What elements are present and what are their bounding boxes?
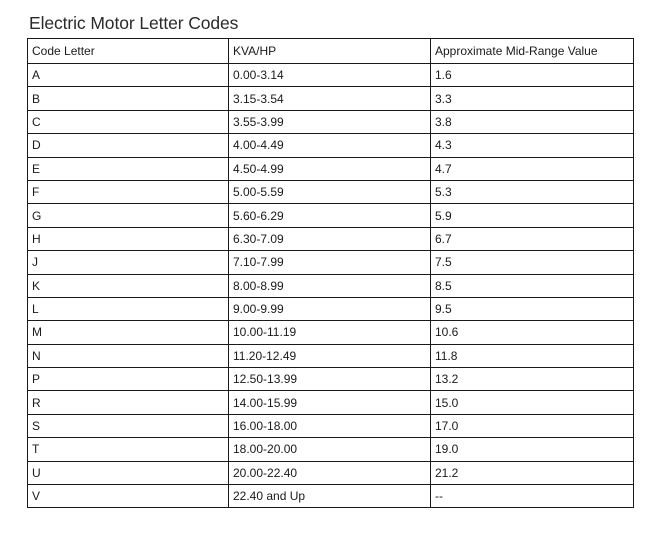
mid-range-value-cell: --	[431, 485, 634, 508]
code-letter-cell: T	[28, 438, 229, 461]
mid-range-value-cell: 17.0	[431, 414, 634, 437]
mid-range-value-cell: 10.6	[431, 321, 634, 344]
mid-range-value-cell: 9.5	[431, 297, 634, 320]
table-row	[28, 438, 634, 461]
code-letter-cell: L	[28, 297, 229, 320]
mid-range-value-cell: 3.3	[431, 87, 634, 110]
mid-range-value-cell: 7.5	[431, 251, 634, 274]
code-letter-cell: S	[28, 414, 229, 437]
code-letter-cell: F	[28, 180, 229, 203]
kva-hp-cell: 16.00-18.00	[229, 414, 431, 437]
mid-range-value-cell: 13.2	[431, 368, 634, 391]
table-row	[28, 414, 634, 437]
kva-hp-cell: 20.00-22.40	[229, 461, 431, 484]
code-letter-cell: C	[28, 110, 229, 133]
motor-code-table	[27, 38, 634, 508]
kva-hp-cell: 8.00-8.99	[229, 274, 431, 297]
kva-hp-cell: 14.00-15.99	[229, 391, 431, 414]
table-row	[28, 180, 634, 203]
table-row	[28, 461, 634, 484]
table-row	[28, 274, 634, 297]
kva-hp-cell: 3.15-3.54	[229, 87, 431, 110]
table-row	[28, 110, 634, 133]
code-letter-cell: G	[28, 204, 229, 227]
table-row	[28, 64, 634, 87]
code-letter-cell: K	[28, 274, 229, 297]
header-mid-range-value: Approximate Mid-Range Value	[431, 39, 634, 64]
code-letter-cell: N	[28, 344, 229, 367]
mid-range-value-cell: 5.9	[431, 204, 634, 227]
table-row	[28, 344, 634, 367]
table-body	[28, 64, 634, 508]
code-letter-cell: D	[28, 134, 229, 157]
kva-hp-cell: 6.30-7.09	[229, 227, 431, 250]
table-row	[28, 87, 634, 110]
code-letter-cell: V	[28, 485, 229, 508]
mid-range-value-cell: 8.5	[431, 274, 634, 297]
mid-range-value-cell: 15.0	[431, 391, 634, 414]
kva-hp-cell: 5.00-5.59	[229, 180, 431, 203]
kva-hp-cell: 12.50-13.99	[229, 368, 431, 391]
page-title: Electric Motor Letter Codes	[29, 13, 239, 33]
table-row	[28, 204, 634, 227]
code-letter-cell: H	[28, 227, 229, 250]
table-row	[28, 251, 634, 274]
kva-hp-cell: 0.00-3.14	[229, 64, 431, 87]
header-kva-hp: KVA/HP	[229, 39, 431, 64]
mid-range-value-cell: 19.0	[431, 438, 634, 461]
table-row	[28, 321, 634, 344]
header-code-letter: Code Letter	[28, 39, 229, 64]
table-row	[28, 134, 634, 157]
mid-range-value-cell: 1.6	[431, 64, 634, 87]
code-letter-cell: U	[28, 461, 229, 484]
kva-hp-cell: 10.00-11.19	[229, 321, 431, 344]
kva-hp-cell: 18.00-20.00	[229, 438, 431, 461]
code-letter-cell: R	[28, 391, 229, 414]
mid-range-value-cell: 6.7	[431, 227, 634, 250]
mid-range-value-cell: 5.3	[431, 180, 634, 203]
mid-range-value-cell: 4.7	[431, 157, 634, 180]
kva-hp-cell: 11.20-12.49	[229, 344, 431, 367]
code-letter-cell: J	[28, 251, 229, 274]
table-row	[28, 391, 634, 414]
kva-hp-cell: 9.00-9.99	[229, 297, 431, 320]
table-row	[28, 485, 634, 508]
kva-hp-cell: 4.00-4.49	[229, 134, 431, 157]
table-row	[28, 368, 634, 391]
kva-hp-cell: 3.55-3.99	[229, 110, 431, 133]
kva-hp-cell: 22.40 and Up	[229, 485, 431, 508]
table-row	[28, 157, 634, 180]
kva-hp-cell: 5.60-6.29	[229, 204, 431, 227]
kva-hp-cell: 7.10-7.99	[229, 251, 431, 274]
table-header-row	[28, 39, 634, 64]
kva-hp-cell: 4.50-4.99	[229, 157, 431, 180]
table-row	[28, 297, 634, 320]
code-letter-cell: P	[28, 368, 229, 391]
code-letter-cell: E	[28, 157, 229, 180]
mid-range-value-cell: 11.8	[431, 344, 634, 367]
table-row	[28, 227, 634, 250]
mid-range-value-cell: 21.2	[431, 461, 634, 484]
mid-range-value-cell: 4.3	[431, 134, 634, 157]
code-letter-cell: M	[28, 321, 229, 344]
code-letter-cell: B	[28, 87, 229, 110]
code-letter-cell: A	[28, 64, 229, 87]
mid-range-value-cell: 3.8	[431, 110, 634, 133]
